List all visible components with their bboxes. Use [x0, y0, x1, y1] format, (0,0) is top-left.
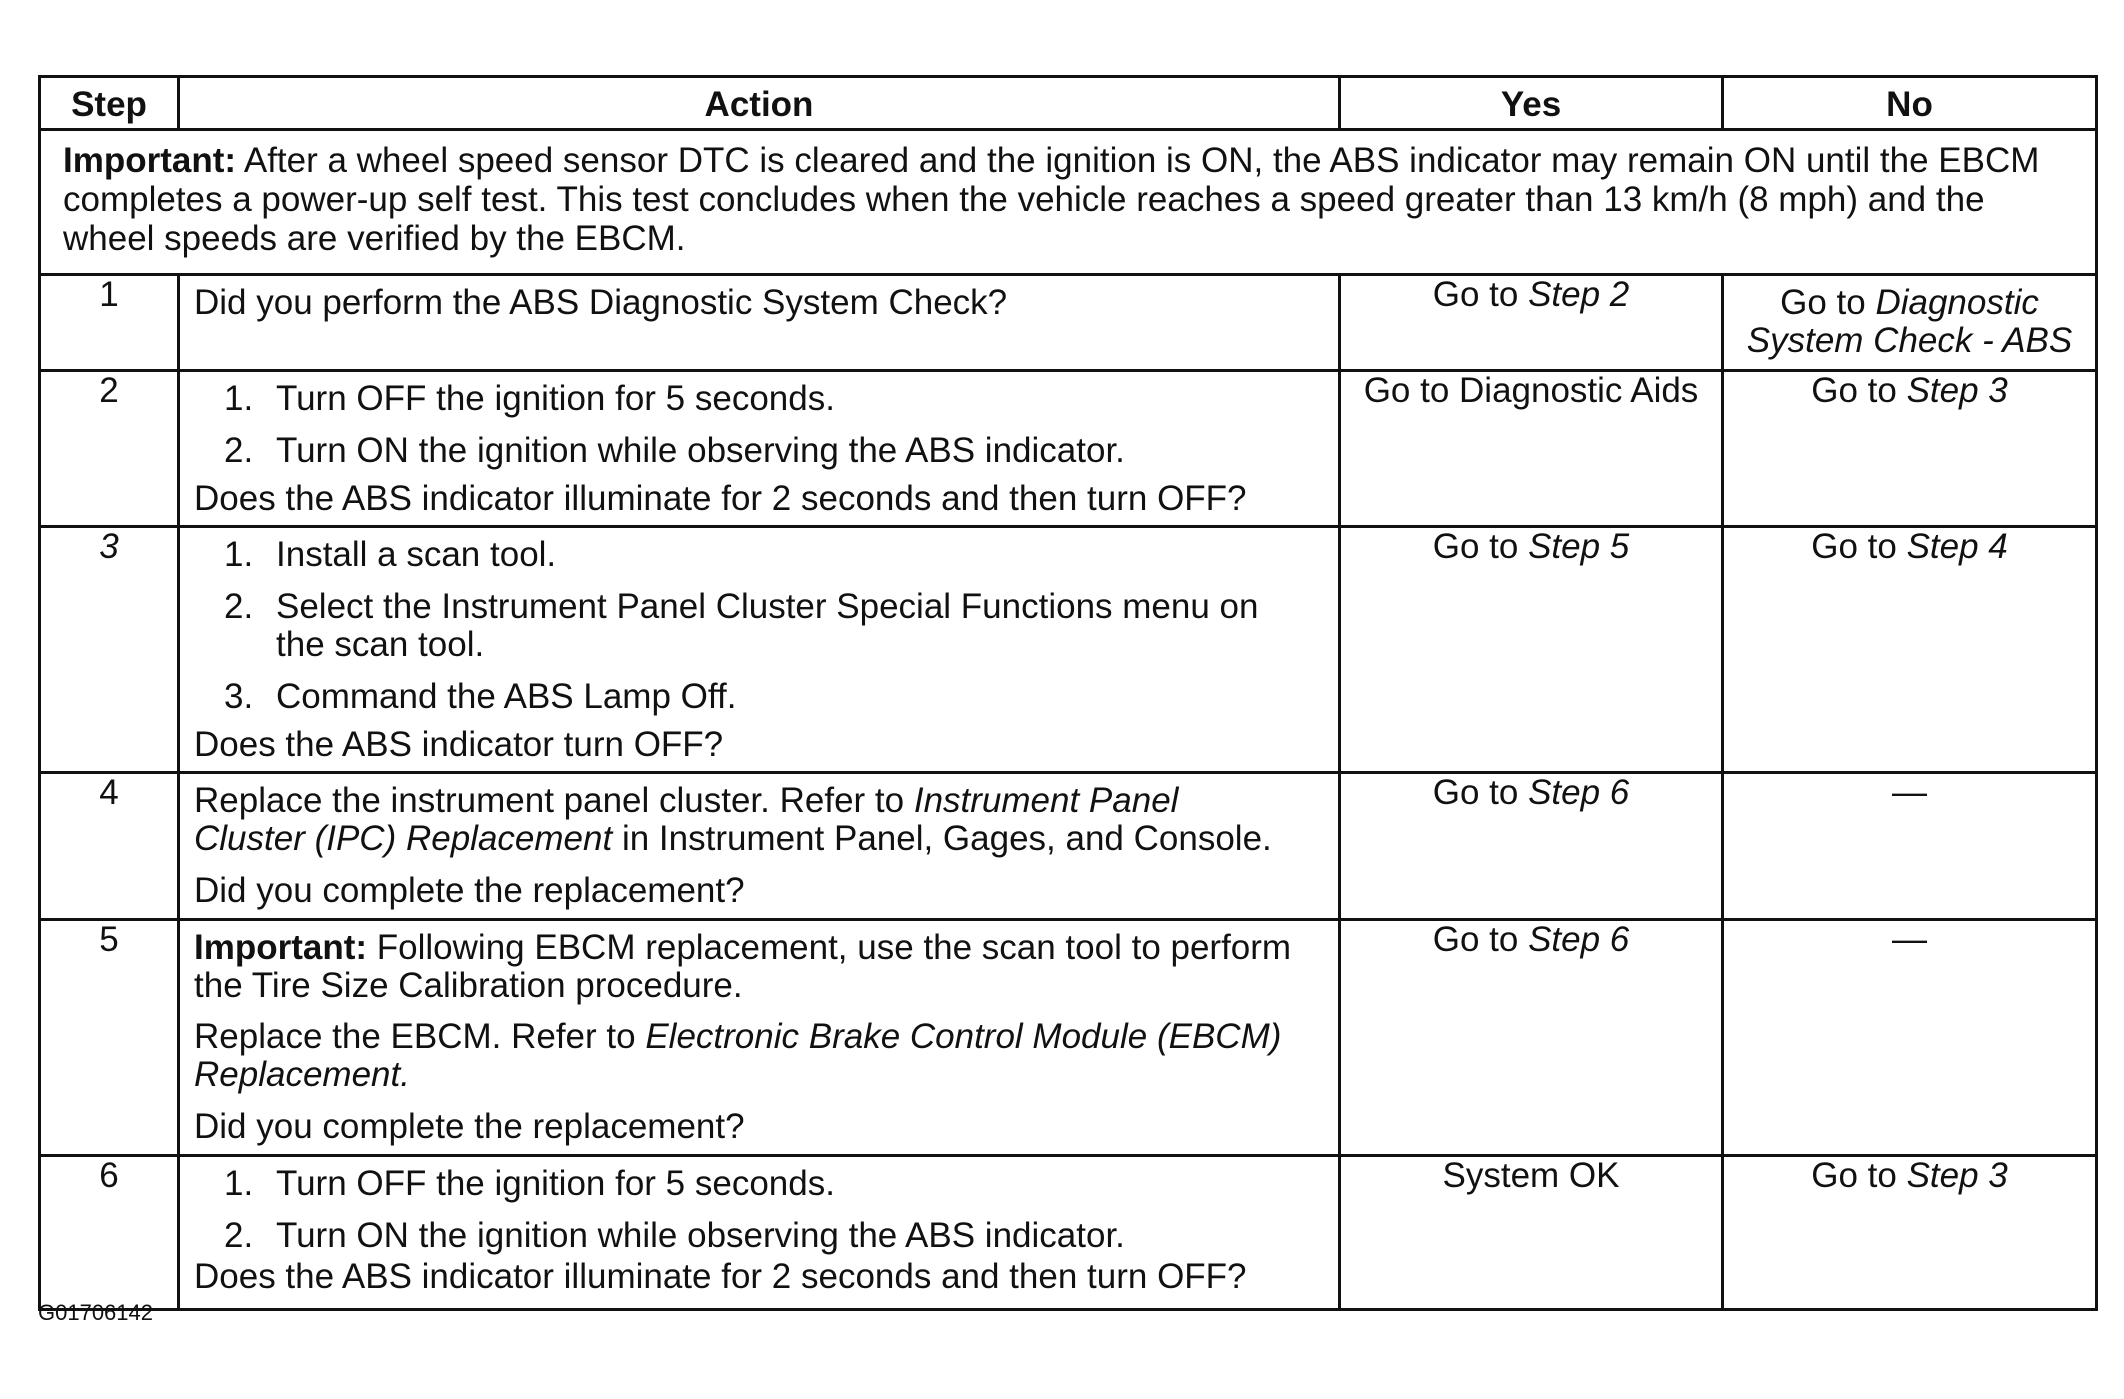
substep-text: Turn ON the ignition while observing the ABS indicator. — [276, 430, 1125, 470]
substep-list — [194, 536, 1324, 715]
substep-number: 1. — [224, 1163, 254, 1203]
yes-prefix: Go to — [1432, 919, 1519, 959]
no-prefix: Go to — [1811, 1155, 1897, 1195]
yes-text: System OK — [1442, 1155, 1620, 1195]
yes-cell — [1340, 1155, 1723, 1309]
no-prefix: Go to — [1811, 371, 1897, 410]
substep-text: Turn OFF the ignition for 5 seconds. — [276, 379, 835, 418]
yes-cell — [1340, 773, 1723, 919]
header-no: No — [1723, 77, 2097, 130]
no-prefix: Go to — [1780, 283, 1866, 322]
yes-step-ref: Step 5 — [1528, 527, 1630, 567]
important-text: After a wheel speed sensor DTC is cleared and the ignition is ON, the ABS indicator may remain ON until the EBCM completes a power-up self test. This test concludes when the vehicle reaches a speed greater than 13 km/h (8 mph) and the wheel speeds are verified by the EBCM. — [63, 141, 2040, 259]
no-ref-line-1: Diagnostic — [1875, 283, 2039, 322]
yes-cell — [1340, 919, 1723, 1155]
table-row-step-3 — [40, 527, 2097, 773]
no-cell — [1723, 1155, 2097, 1309]
no-cell — [1723, 919, 2097, 1155]
step-number: 3 — [40, 527, 179, 773]
substep-text: Turn ON the ignition while observing the ABS indicator. — [276, 1215, 1125, 1255]
action-text: Replace the instrument panel cluster. Refer to — [194, 781, 905, 821]
important-text-continued: the Tire Size Calibration procedure. — [194, 965, 743, 1005]
substep — [194, 536, 1324, 574]
no-cell — [1723, 371, 2097, 527]
question-text: Does the ABS indicator illuminate for 2 seconds and then turn OFF? — [194, 1257, 1247, 1297]
header-action: Action — [179, 77, 1340, 130]
substep — [194, 432, 1324, 470]
yes-step-ref: Step 6 — [1528, 773, 1630, 813]
table-row-step-6 — [40, 1155, 2097, 1309]
substep-list — [194, 1165, 1324, 1255]
yes-step-ref: Step 2 — [1528, 275, 1630, 314]
question-text: Does the ABS indicator turn OFF? — [194, 724, 724, 764]
no-step-ref: Step 3 — [1906, 371, 2008, 410]
question-text: Does the ABS indicator illuminate for 2 seconds and then turn OFF? — [194, 478, 1247, 518]
step-number: 6 — [40, 1155, 179, 1309]
header-step: Step — [40, 77, 179, 130]
no-cell — [1723, 773, 2097, 919]
important-note — [40, 130, 2097, 275]
header-row — [40, 77, 2097, 130]
substep-text: Command the ABS Lamp Off. — [276, 676, 737, 716]
figure-id: G01706142 — [38, 1300, 153, 1325]
no-step-ref: Step 3 — [1906, 1155, 2008, 1195]
substep — [194, 678, 1324, 716]
table-row-step-5 — [40, 919, 2097, 1155]
no-step-ref: Step 4 — [1906, 527, 2008, 567]
table-row-step-1 — [40, 275, 2097, 371]
step-number: 4 — [40, 773, 179, 919]
substep-number: 3. — [224, 676, 254, 716]
substep-text-continued: the scan tool. — [276, 624, 485, 664]
step-number: 2 — [40, 371, 179, 527]
substep — [194, 380, 1324, 418]
procedure-ref: Electronic Brake Control Module (EBCM) — [645, 1017, 1282, 1057]
action-cell — [179, 527, 1340, 773]
header-yes: Yes — [1340, 77, 1723, 130]
step-number: 1 — [40, 275, 179, 371]
no-cell — [1723, 527, 2097, 773]
procedure-ref-continued: Replacement. — [194, 1055, 410, 1095]
table-row-step-4 — [40, 773, 2097, 919]
substep — [194, 588, 1324, 664]
substep-list — [194, 380, 1324, 470]
substep — [194, 1217, 1324, 1255]
important-label: Important: — [63, 141, 237, 180]
procedure-ref-continued: Cluster (IPC) Replacement — [194, 819, 613, 859]
substep-number: 2. — [224, 1215, 254, 1255]
yes-cell — [1340, 527, 1723, 773]
substep-text: Install a scan tool. — [276, 535, 557, 575]
yes-prefix: Go to — [1432, 773, 1519, 813]
question-text: Did you perform the ABS Diagnostic System Check? — [194, 283, 1008, 322]
yes-prefix: Go to — [1432, 275, 1519, 314]
yes-prefix: Go to — [1432, 527, 1519, 567]
question-text: Did you complete the replacement? — [194, 870, 745, 910]
action-cell — [179, 1155, 1340, 1309]
substep-number: 1. — [224, 379, 254, 418]
substep-text: Turn OFF the ignition for 5 seconds. — [276, 1163, 835, 1203]
substep-text: Select the Instrument Panel Cluster Special Functions menu on — [276, 587, 1259, 627]
procedure-ref: Instrument Panel — [913, 781, 1179, 821]
no-dash: — — [1892, 919, 1927, 959]
action-cell — [179, 773, 1340, 919]
important-note-row — [40, 130, 2097, 275]
no-ref-line-2: System Check - ABS — [1746, 320, 2073, 360]
substep-number: 2. — [224, 587, 254, 627]
substep-number: 2. — [224, 430, 254, 470]
yes-text: Go to Diagnostic Aids — [1363, 371, 1699, 410]
yes-step-ref: Step 6 — [1528, 919, 1630, 959]
yes-cell — [1340, 275, 1723, 371]
important-text: Following EBCM replacement, use the scan tool to perform — [376, 927, 1292, 967]
action-cell — [179, 919, 1340, 1155]
action-cell — [179, 275, 1340, 371]
yes-cell — [1340, 371, 1723, 527]
action-text-continued: in Instrument Panel, Gages, and Console. — [621, 819, 1272, 859]
no-cell — [1723, 275, 2097, 371]
diagnostic-table — [38, 75, 2098, 1311]
no-prefix: Go to — [1811, 527, 1897, 567]
important-label: Important: — [194, 927, 368, 967]
question-text: Did you complete the replacement? — [194, 1106, 745, 1146]
action-cell — [179, 371, 1340, 527]
action-text: Replace the EBCM. Refer to — [194, 1017, 636, 1057]
substep-number: 1. — [224, 535, 254, 575]
step-number: 5 — [40, 919, 179, 1155]
substep — [194, 1165, 1324, 1203]
no-dash: — — [1892, 773, 1927, 813]
table-row-step-2 — [40, 371, 2097, 527]
